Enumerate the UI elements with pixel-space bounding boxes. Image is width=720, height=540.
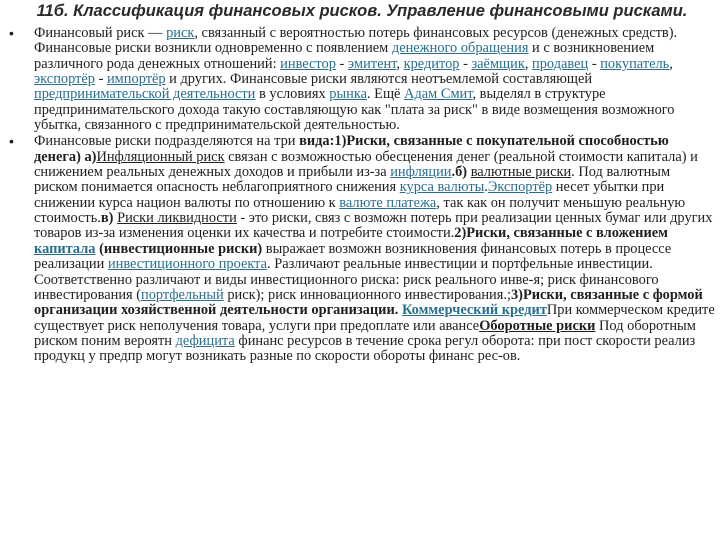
text-run: в условиях: [255, 86, 330, 103]
hyperlink[interactable]: продавец: [532, 55, 589, 72]
text-run: Финансовый риск —: [34, 25, 167, 41]
hyperlink[interactable]: капитала: [34, 240, 96, 257]
hyperlink[interactable]: кредитор: [403, 55, 460, 72]
emphasis-text: Риски ликвидности: [117, 210, 237, 227]
emphasis-text: .б): [451, 164, 471, 181]
hyperlink[interactable]: дефицита: [175, 332, 235, 349]
bullet-financial-risk-types: [8, 134, 716, 364]
paragraph-text: [34, 133, 715, 364]
emphasis-text: валютные риски: [470, 164, 572, 181]
text-run: .: [484, 179, 488, 196]
hyperlink[interactable]: импортёр: [106, 71, 166, 88]
text-run: , связанный с вероятностью потерь финансовых ресурсов (денежных средств). Финансовые риски возникли одновременно с появлением: [34, 25, 678, 57]
text-run: -: [588, 55, 601, 72]
text-run: -: [335, 55, 348, 72]
bullet-dot-icon: •: [9, 133, 14, 150]
text-run: выражает возможн возникновения финансовых потерь в процессе реализации: [34, 240, 672, 273]
text-run: и с возникновением различного рода денежных отношений:: [34, 40, 655, 72]
emphasis-text: (инвестиционные риски): [95, 240, 263, 257]
text-run: несет убытки при снижении курса национ валюты по отношению к: [34, 179, 665, 211]
text-run: . Под валютным риском понимается опасность неблагоприятного снижения: [34, 164, 671, 196]
text-run: риск); риск инновационного инвестирования.;: [223, 286, 511, 303]
text-run: . Различают реальные инвестиции и портфельные инвестиции. Соответственно различают и виды инвестиционного риска: риск реального инве-я; риск финансового инвестирования (: [34, 256, 659, 303]
hyperlink[interactable]: рынка: [329, 86, 367, 103]
text-run: связан с возможностью обесценения денег (реальной стоимости капитала) и снижением реальных денежных доходов и прибыли из-за: [34, 148, 698, 181]
hyperlink[interactable]: инвестор: [280, 55, 336, 72]
text-run: финанс ресурсов в течение срока регул оборота: при пост скорости реализ продукц у предпр могут возникать разные по скорости обороты финанс рес-ов.: [34, 332, 696, 365]
text-run: -: [94, 71, 107, 88]
hyperlink[interactable]: покупатель: [600, 55, 670, 72]
hyperlink[interactable]: инфляции: [390, 164, 452, 181]
hyperlink[interactable]: эмитент: [347, 55, 397, 72]
paragraph-text: [34, 25, 677, 133]
hyperlink[interactable]: инвестиционного проекта: [107, 256, 268, 273]
bullet-list: [8, 26, 716, 365]
slide-title: 11б. Классификация финансовых рисков. Управление финансовыми рисками.: [36, 2, 688, 20]
bullet-dot-icon: •: [9, 25, 14, 41]
hyperlink[interactable]: экспортёр: [34, 71, 95, 88]
emphasis-text: Инфляционный риск: [96, 148, 225, 165]
hyperlink[interactable]: предпринимательской деятельности: [34, 86, 256, 103]
text-run: - это риски, связ с возможн потерь при реализации ценных бумаг или других товаров из-за изменения оценки их качества и потребите стоимости.: [34, 210, 713, 242]
text-run: ,: [524, 55, 533, 72]
hyperlink[interactable]: Экспортёр: [487, 179, 553, 196]
text-run: При коммерческом кредите существует риск неполучения товара, услуги при предоплате или авансе: [34, 302, 715, 334]
hyperlink[interactable]: валюте платежа: [339, 194, 437, 211]
bullet-financial-risk-definition: [8, 26, 716, 133]
hyperlink[interactable]: риск: [166, 25, 195, 41]
text-run: ,: [396, 55, 404, 72]
emphasis-text: вида:1)Риски, связанные с покупательной способностью денега) а): [34, 133, 669, 165]
text-run: и других. Финансовые риски являются неотъемлемой составляющей: [165, 71, 593, 88]
emphasis-text: Оборотные риски: [479, 317, 596, 334]
text-run: , так как он получит меньшую реальную стоимость.: [34, 194, 686, 227]
text-run: . Ещё: [366, 86, 405, 103]
text-run: , выделял в структуре предпринимательского дохода такую составляющую как "плата за риск" в виде возмещения возможного убытка, связанного с предпринимательской деятельностью.: [34, 86, 675, 134]
text-run: Финансовые риски подразделяются на три: [34, 133, 300, 150]
hyperlink[interactable]: заёмщик: [471, 55, 525, 72]
text-run: Под оборотным риском поним вероятн: [34, 317, 696, 349]
emphasis-text: 2)Риски, связанные с вложением: [454, 225, 668, 242]
hyperlink[interactable]: Коммерческий кредит: [401, 302, 547, 319]
emphasis-text: в): [100, 210, 118, 227]
text-run: ,: [669, 55, 673, 72]
text-run: -: [459, 55, 472, 72]
hyperlink[interactable]: Адам Смит: [404, 86, 473, 103]
hyperlink[interactable]: курса валюты: [399, 179, 485, 196]
emphasis-text: 3)Риски, связанные с формой организации хозяйственной деятельности организации.: [34, 286, 703, 319]
hyperlink[interactable]: денежного обращения: [391, 40, 529, 57]
hyperlink[interactable]: портфельный: [141, 286, 224, 303]
